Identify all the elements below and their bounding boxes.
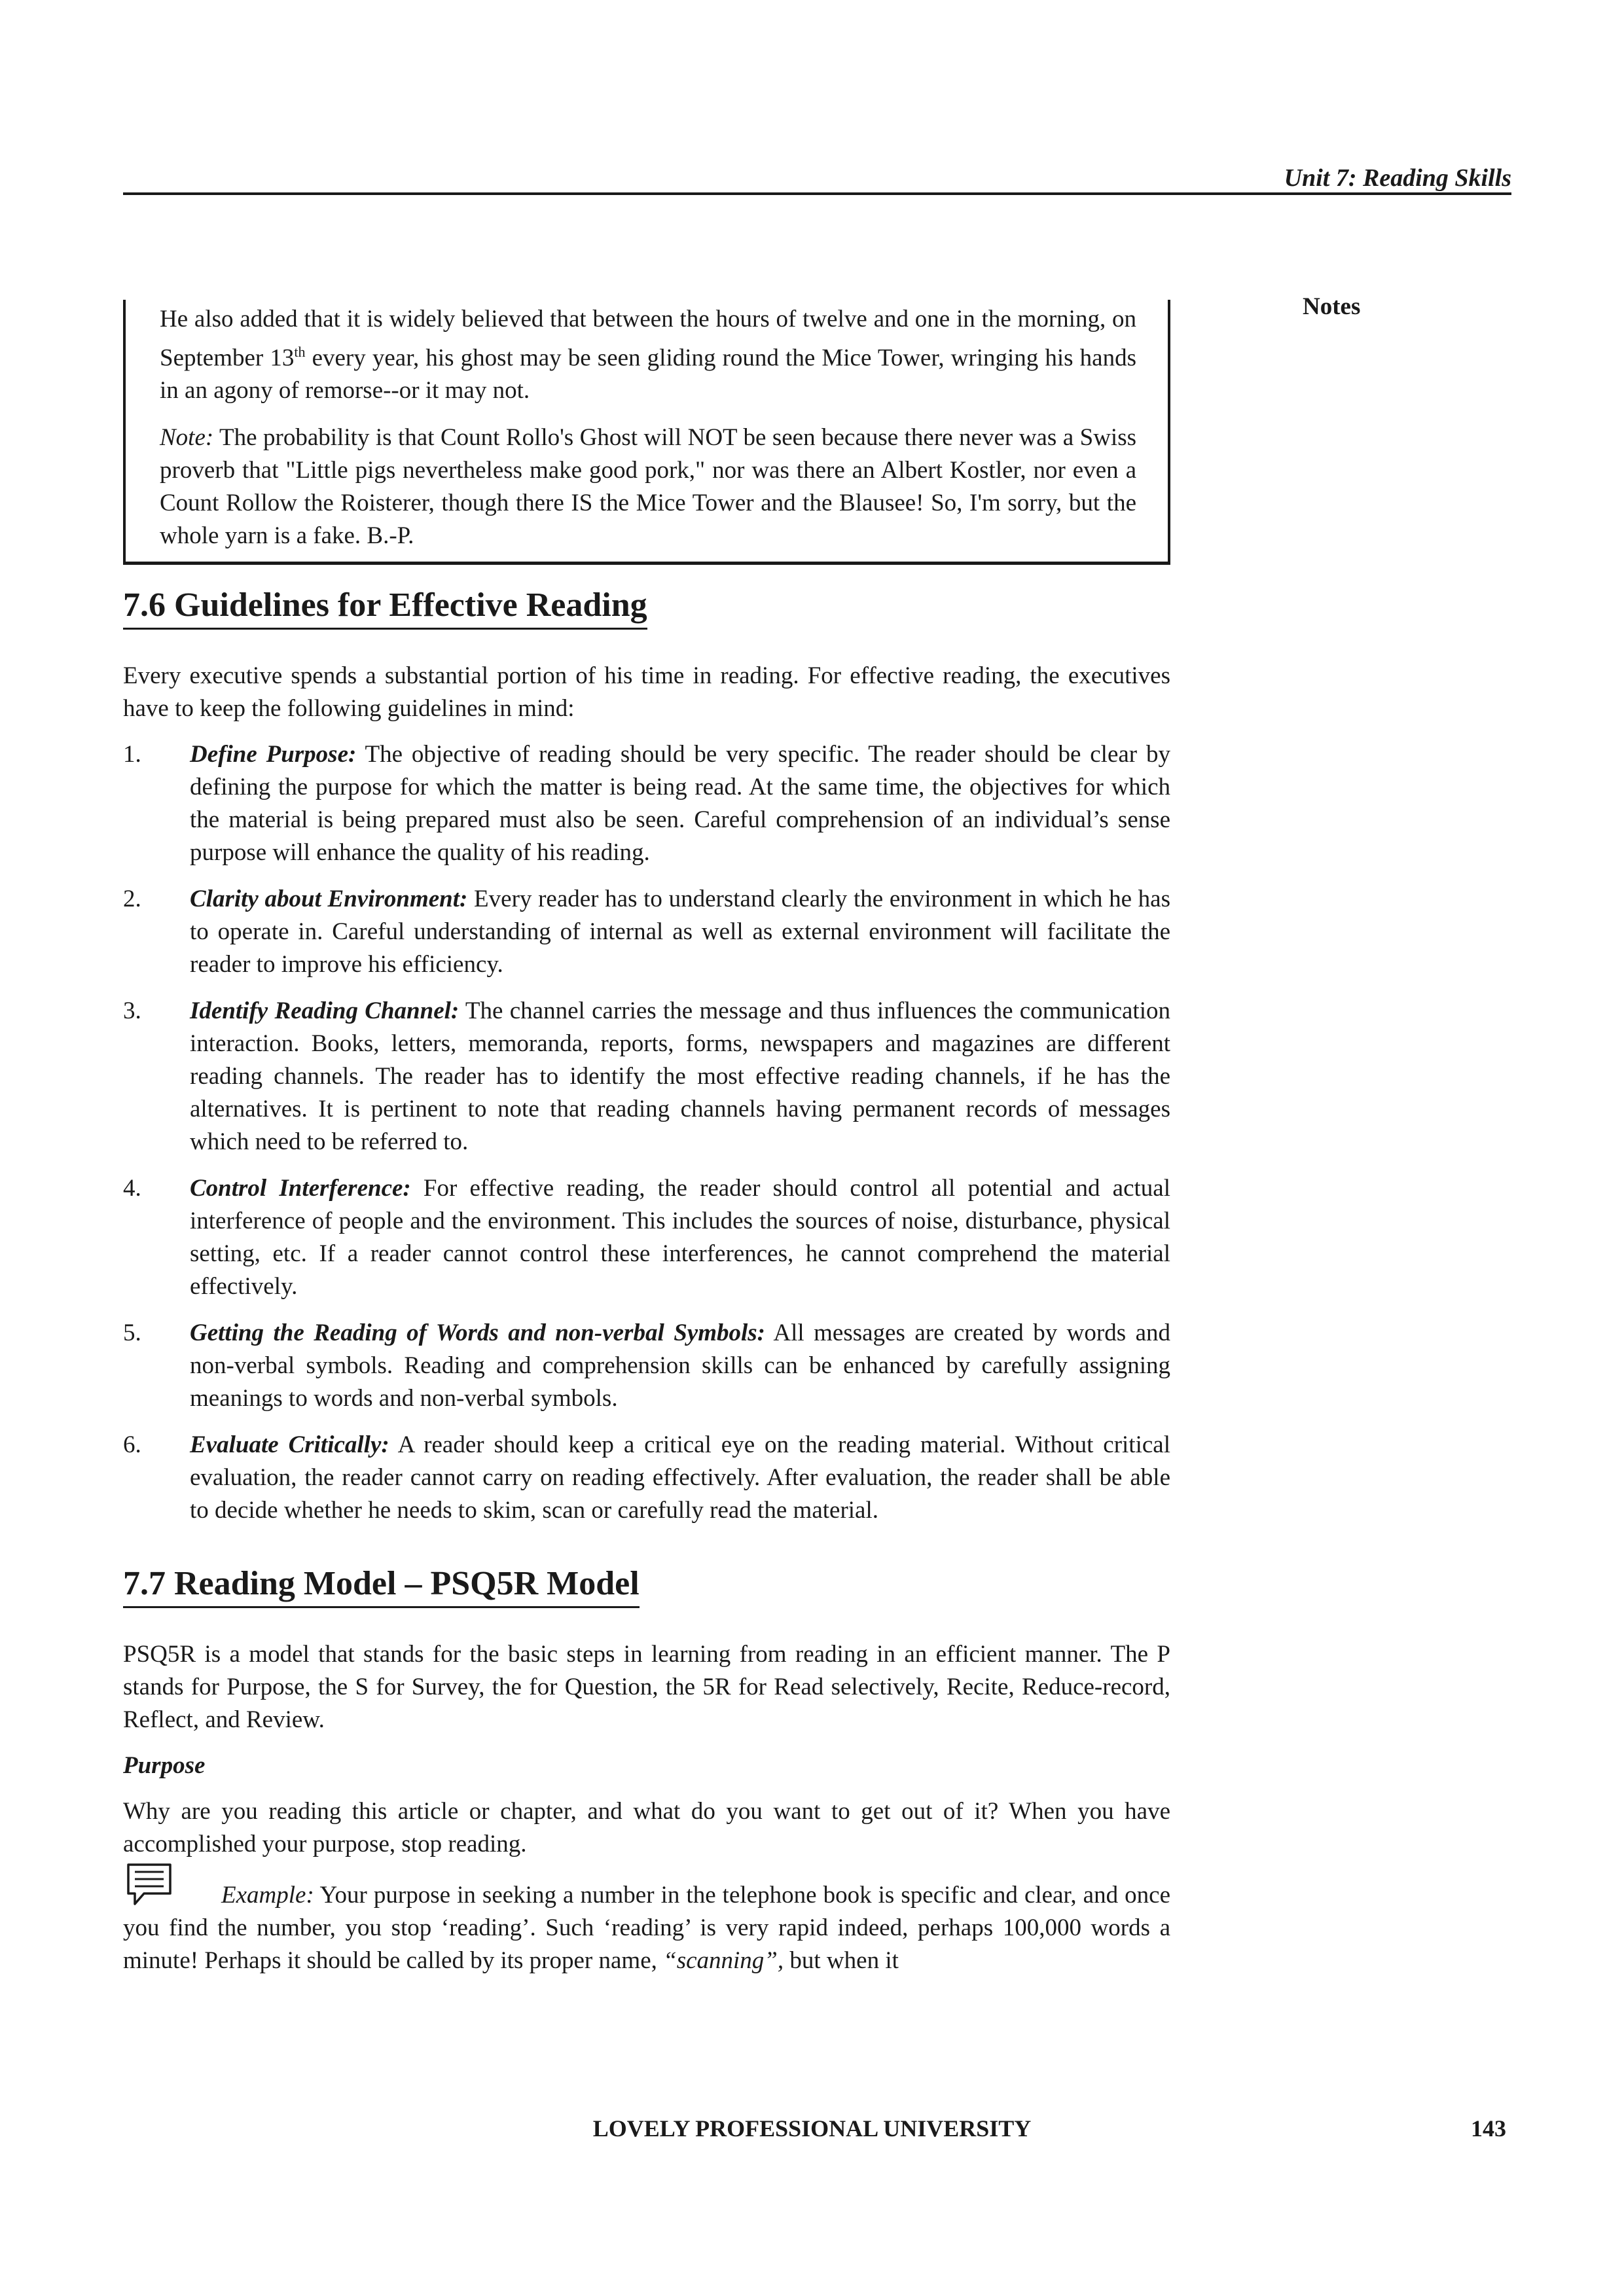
header-rule — [123, 192, 1511, 195]
guidelines-list — [123, 738, 1170, 1527]
item-term: Identify Reading Channel: — [190, 997, 460, 1025]
list-item — [123, 1429, 1170, 1527]
section-intro: PSQ5R is a model that stands for the basic steps in learning from reading in an efficient manner. The P stands for Purpose, the S for Survey, the for Question, the 5R for Read selectively, Recite, Reduce-record, Reflect, and Review. — [123, 1641, 1170, 1734]
example-text: but when it — [784, 1947, 899, 1975]
box-text: every year, his ghost may be seen gliding round the Mice Tower, wringing his hands in an agony of remorse--or it may not. — [160, 344, 1136, 404]
footer-university: LOVELY PROFESSIONAL UNIVERSITY — [592, 2115, 1032, 2142]
running-header: Unit 7: Reading Skills — [1284, 164, 1511, 192]
list-item — [123, 883, 1170, 981]
item-term: Clarity about Environment: — [190, 886, 468, 913]
item-term: Getting the Reading of Words and non-verbal Symbols: — [190, 1319, 765, 1347]
box-note — [160, 422, 1136, 552]
example-label: Example: — [221, 1882, 314, 1909]
item-term: Evaluate Critically: — [190, 1431, 389, 1459]
example-note-icon — [126, 1862, 173, 1914]
item-text: A reader should keep a critical eye on the reading material. Without critical evaluation, the reader cannot carry on reading effectively. After evaluation, the reader shall be able to decide whether he needs to skim, scan or carefully read the material. — [190, 1431, 1170, 1524]
example-quote: “scanning”, — [663, 1947, 784, 1975]
note-label: Note: — [160, 424, 214, 452]
note-text: The probability is that Count Rollo's Ghost will NOT be seen because there never was a Swiss proverb that "Little pigs nevertheless make good pork," nor was there an Albert Kostler, nor even a Count Rollow the Roisterer, though there IS the Mice Tower and the Blausee! So, I'm sorry, but the whole yarn is a fake. B.-P. — [160, 424, 1136, 550]
item-number: 5. — [123, 1319, 141, 1347]
box-paragraph — [160, 303, 1136, 407]
item-text: The channel carries the message and thus influences the communication interaction. Books, letters, memoranda, reports, forms, newspapers and magazines are different reading channels. The reader has to identify the most effective reading channels, if he has the alternatives. It is pertinent to note that reading channels having permanent records of messages which need to be referred to. — [190, 997, 1170, 1156]
item-number: 4. — [123, 1175, 141, 1202]
list-item — [123, 738, 1170, 869]
list-item — [123, 1172, 1170, 1303]
page-number: 143 — [1471, 2115, 1506, 2142]
ordinal-suffix: th — [294, 344, 306, 360]
example-text: Your purpose in seeking a number in the telephone book is specific and clear, and once you find the number, you stop ‘reading’. Such ‘reading’ is very rapid indeed, perhaps 100,000 words a minute! Perhaps it should be called by its proper name, — [123, 1882, 1170, 1975]
section-heading-7-6: 7.6 Guidelines for Effective Reading — [123, 584, 647, 630]
purpose-paragraph: Why are you reading this article or chapter, and what do you want to get out of it? When you have accomplished your purpose, stop reading. — [123, 1798, 1170, 1858]
main-content — [123, 300, 1170, 1977]
item-number: 1. — [123, 741, 141, 768]
section-heading-7-7: 7.7 Reading Model – PSQ5R Model — [123, 1563, 640, 1608]
story-box — [123, 300, 1170, 565]
list-item — [123, 1317, 1170, 1415]
list-item — [123, 995, 1170, 1158]
item-text: For effective reading, the reader should control all potential and actual interference of people and the environment. This includes the sources of noise, disturbance, physical setting, etc. If a reader cannot control these interferences, he cannot comprehend the material effectively. — [190, 1175, 1170, 1300]
item-number: 6. — [123, 1431, 141, 1459]
item-number: 2. — [123, 886, 141, 913]
subheading-purpose: Purpose — [123, 1752, 206, 1780]
margin-notes-label: Notes — [1303, 293, 1361, 320]
box-text: He also added that it is widely believed that between the hours of twelve and one in the morning, on September 13 — [160, 306, 1136, 372]
item-text: All messages are created by words and non-verbal symbols. Reading and comprehension skills can be enhanced by carefully assigning meanings to words and non-verbal symbols. — [190, 1319, 1170, 1412]
item-term: Control Interference: — [190, 1175, 411, 1202]
item-text: The objective of reading should be very specific. The reader should be clear by defining the purpose for which the matter is being read. At the same time, the objectives for which the material is being prepared must also be seen. Careful comprehension of an individual’s sense purpose will enhance the quality of his reading. — [190, 741, 1170, 867]
example-block — [123, 1879, 1170, 1977]
section-intro: Every executive spends a substantial portion of his time in reading. For effective reading, the executives have to keep the following guidelines in mind: — [123, 662, 1170, 723]
example-paragraph — [123, 1879, 1170, 1977]
item-number: 3. — [123, 997, 141, 1025]
item-text: Every reader has to understand clearly the environment in which he has to operate in. Careful understanding of internal as well as external environment will facilitate the reader to improve his efficiency. — [190, 886, 1170, 978]
item-term: Define Purpose: — [190, 741, 357, 768]
